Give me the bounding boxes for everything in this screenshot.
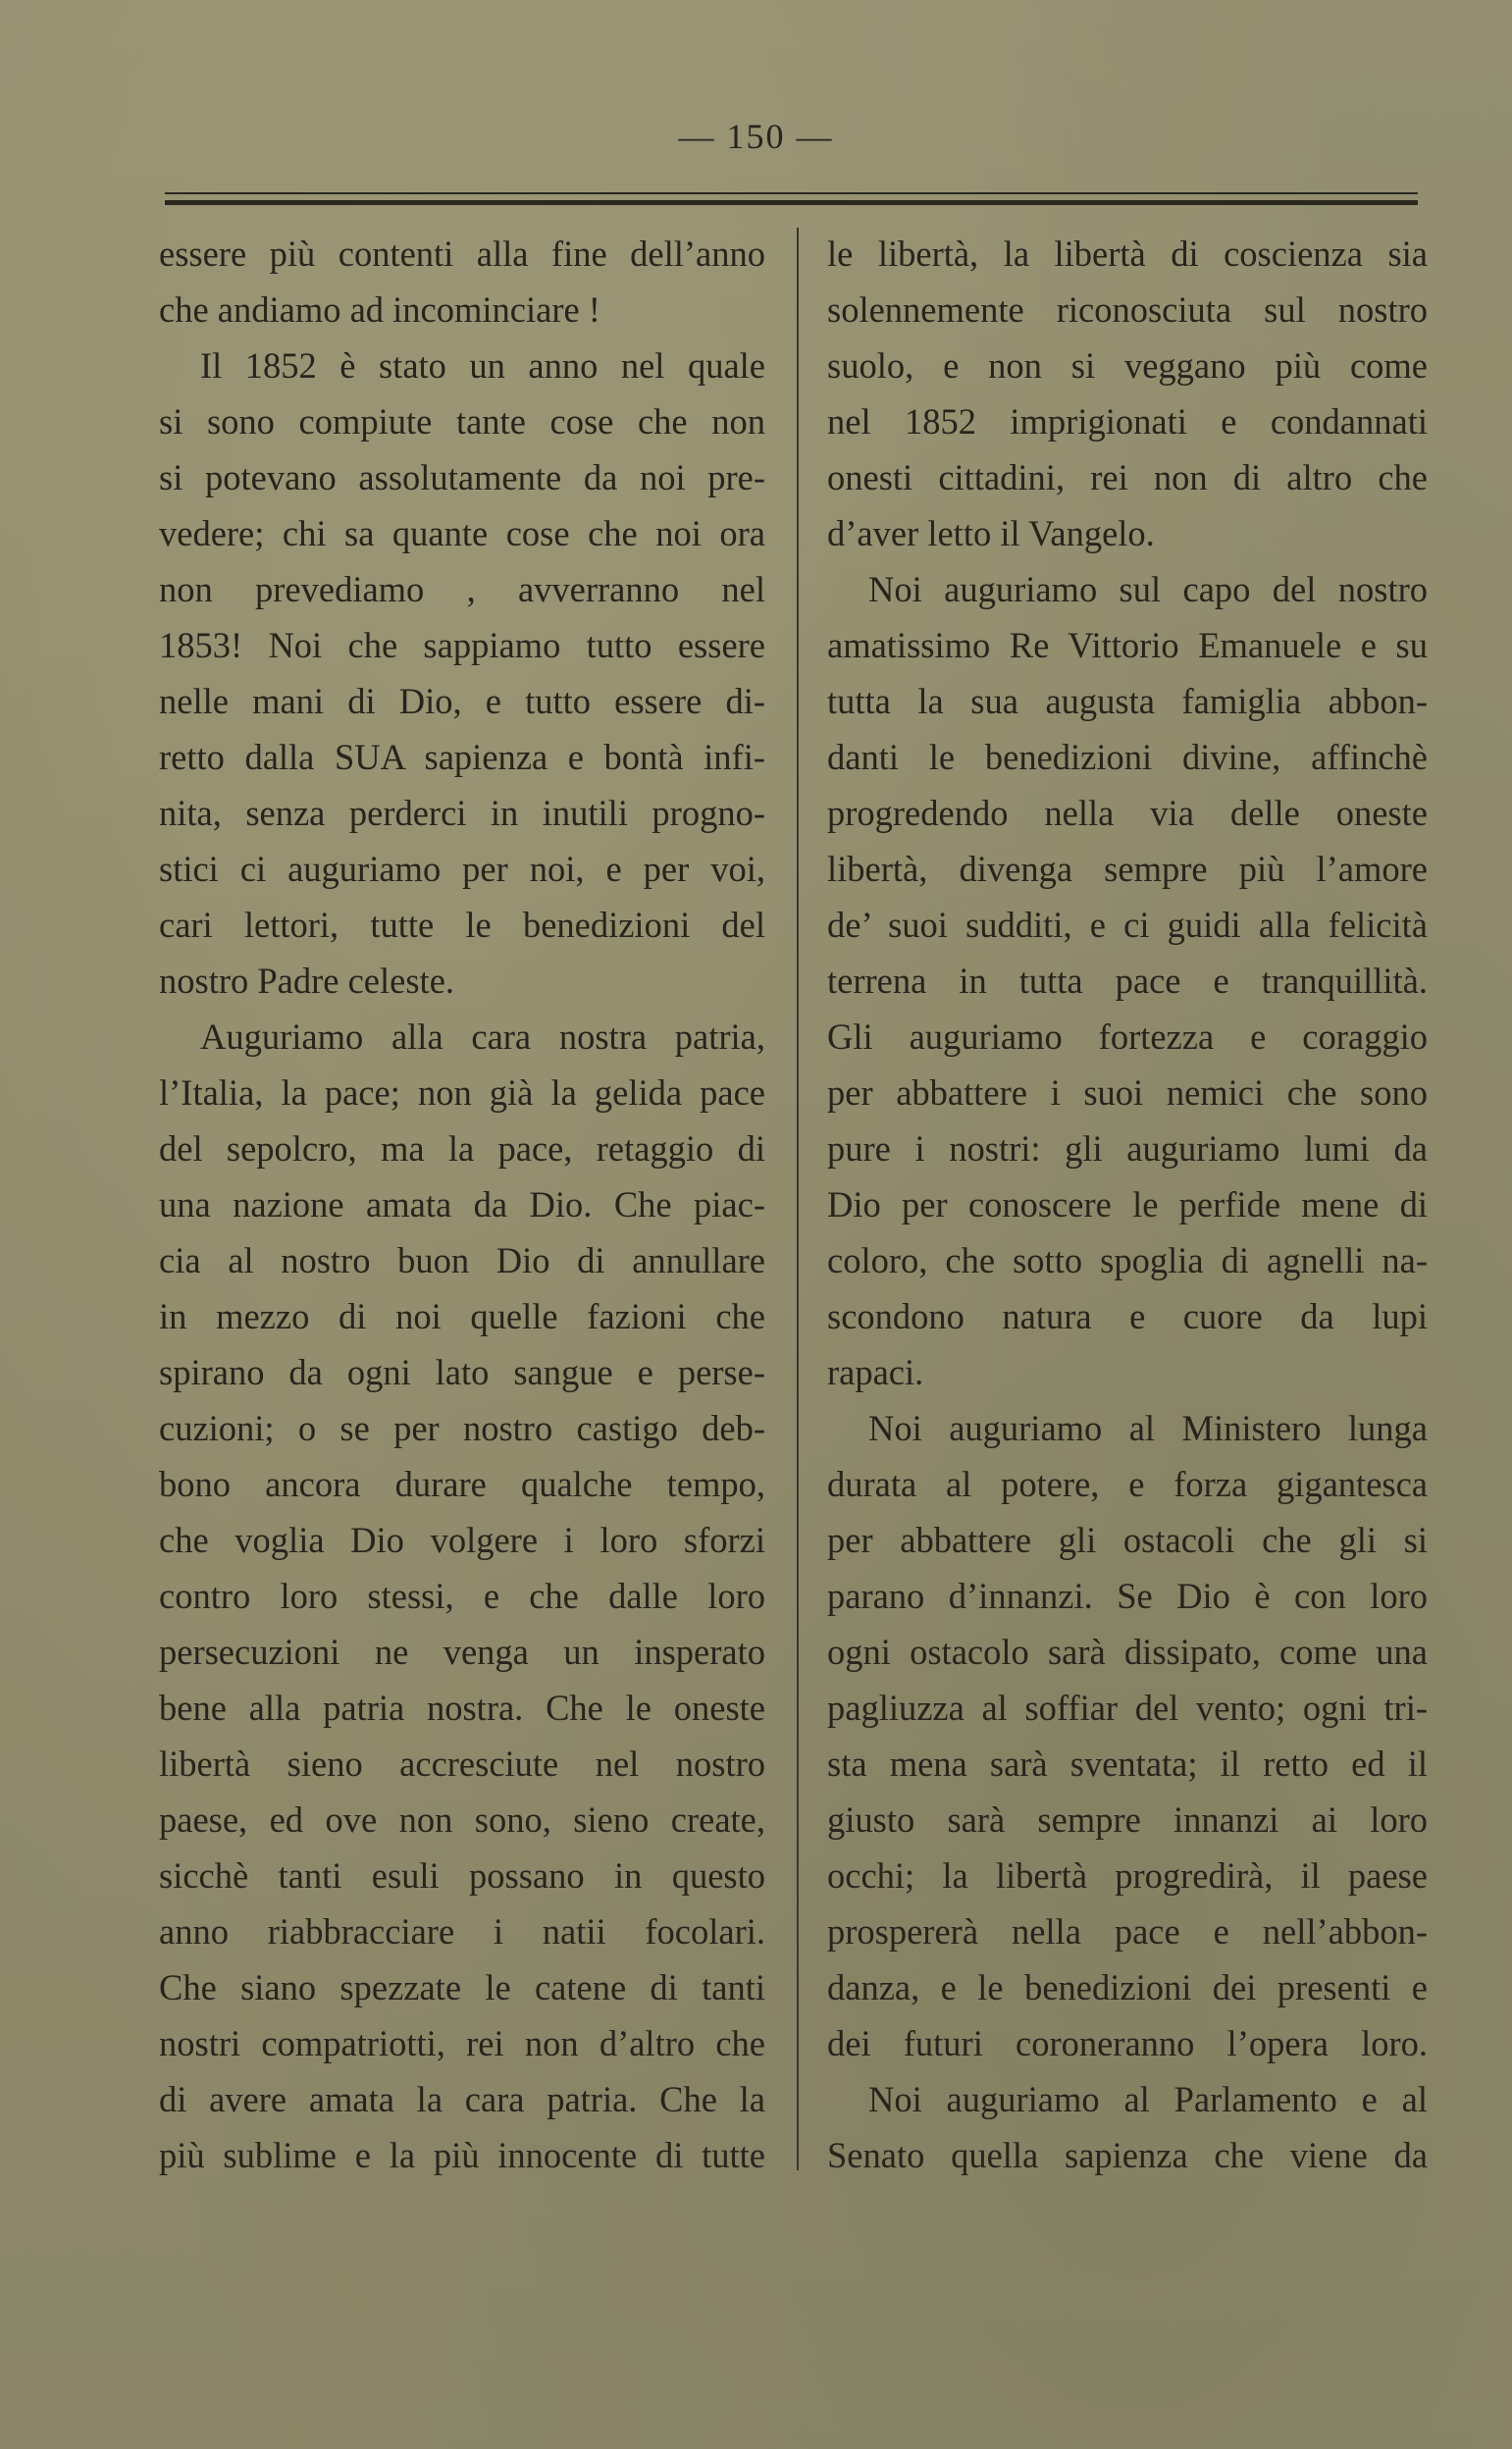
text-column-left xyxy=(159,226,765,2183)
text-line: nostro Padre celeste. xyxy=(159,961,455,1001)
text-line: bono ancora durare qualche tempo, xyxy=(159,1464,765,1504)
text-line: rapaci. xyxy=(827,1352,924,1392)
text-line: tutta la sua augusta famiglia abbon- xyxy=(827,681,1428,721)
text-line: Che siano spezzate le catene di tanti xyxy=(159,1967,765,2007)
text-line: dei futuri coroneranno l’opera loro. xyxy=(827,2023,1428,2063)
header-rule-thick xyxy=(165,200,1418,205)
text-line: vedere; chi sa quante cose che noi ora xyxy=(159,513,765,553)
text-line: ogni ostacolo sarà dissipato, come una xyxy=(827,1632,1428,1672)
text-line: l’Italia, la pace; non già la gelida pace xyxy=(159,1072,765,1113)
text-line: una nazione amata da Dio. Che piac- xyxy=(159,1184,765,1224)
text-line: Senato quella sapienza che viene da xyxy=(827,2135,1428,2175)
text-line: suolo, e non si veggano più come xyxy=(827,345,1428,386)
text-line: Noi auguriamo al Ministero lunga xyxy=(868,1408,1428,1448)
text-line: stici ci auguriamo per noi, e per voi, xyxy=(159,849,765,889)
text-line: danti le benedizioni divine, affinchè xyxy=(827,737,1428,777)
text-line: in mezzo di noi quelle fazioni che xyxy=(159,1296,765,1336)
text-line: le libertà, la libertà di coscienza sia xyxy=(827,234,1428,274)
text-line: coloro, che sotto spoglia di agnelli na- xyxy=(827,1240,1428,1280)
text-line: persecuzioni ne venga un insperato xyxy=(159,1632,765,1672)
text-line: progredendo nella via delle oneste xyxy=(827,793,1428,833)
header-rule-thin xyxy=(165,192,1418,194)
text-line: parano d’innanzi. Se Dio è con loro xyxy=(827,1576,1428,1616)
text-line: danza, e le benedizioni dei presenti e xyxy=(827,1967,1428,2007)
text-line: di avere amata la cara patria. Che la xyxy=(159,2079,765,2119)
text-line: bene alla patria nostra. Che le oneste xyxy=(159,1688,765,1728)
text-line: cari lettori, tutte le benedizioni del xyxy=(159,905,765,945)
text-line: amatissimo Re Vittorio Emanuele e su xyxy=(827,625,1428,665)
text-line: nita, senza perderci in inutili progno- xyxy=(159,793,765,833)
text-line: durata al potere, e forza gigantesca xyxy=(827,1464,1428,1504)
text-line: si potevano assolutamente da noi pre- xyxy=(159,457,765,497)
text-line: Noi auguriamo sul capo del nostro xyxy=(868,569,1428,609)
text-line: Dio per conoscere le perfide mene di xyxy=(827,1184,1428,1224)
text-line: solennemente riconosciuta sul nostro xyxy=(827,289,1428,330)
text-line: pagliuzza al soffiar del vento; ogni tri- xyxy=(827,1688,1428,1728)
text-line: si sono compiute tante cose che non xyxy=(159,401,765,442)
text-line: nelle mani di Dio, e tutto essere di- xyxy=(159,681,765,721)
text-line: Noi auguriamo al Parlamento e al xyxy=(868,2079,1428,2119)
text-line: essere più contenti alla fine dell’anno xyxy=(159,234,765,274)
text-line: per abbattere gli ostacoli che gli si xyxy=(827,1520,1428,1560)
text-line: cia al nostro buon Dio di annullare xyxy=(159,1240,765,1280)
text-line: per abbattere i suoi nemici che sono xyxy=(827,1072,1428,1113)
text-line: contro loro stessi, e che dalle loro xyxy=(159,1576,765,1616)
column-divider xyxy=(797,228,799,2170)
text-line: nel 1852 imprigionati e condannati xyxy=(827,401,1428,442)
text-line: del sepolcro, ma la pace, retaggio di xyxy=(159,1128,765,1169)
text-line: libertà sieno accresciute nel nostro xyxy=(159,1744,765,1784)
text-line: più sublime e la più innocente di tutte xyxy=(159,2135,765,2175)
text-line: Auguriamo alla cara nostra patria, xyxy=(200,1016,765,1057)
text-line: d’aver letto il Vangelo. xyxy=(827,513,1155,553)
text-line: che voglia Dio volgere i loro sforzi xyxy=(159,1520,765,1560)
text-line: retto dalla SUA sapienza e bontà infi- xyxy=(159,737,765,777)
text-line: occhi; la libertà progredirà, il paese xyxy=(827,1855,1428,1896)
text-line: nostri compatriotti, rei non d’altro che xyxy=(159,2023,765,2063)
text-line: terrena in tutta pace e tranquillità. xyxy=(827,961,1428,1001)
text-line: che andiamo ad incominciare ! xyxy=(159,289,600,330)
text-line: cuzioni; o se per nostro castigo deb- xyxy=(159,1408,765,1448)
text-line: sicchè tanti esuli possano in questo xyxy=(159,1855,765,1896)
text-line: anno riabbracciare i natii focolari. xyxy=(159,1911,765,1952)
text-line: spirano da ogni lato sangue e perse- xyxy=(159,1352,765,1392)
text-line: onesti cittadini, rei non di altro che xyxy=(827,457,1428,497)
text-line: sta mena sarà sventata; il retto ed il xyxy=(827,1744,1428,1784)
text-column-right xyxy=(827,226,1428,2183)
text-line: non prevediamo , avverranno nel xyxy=(159,569,765,609)
text-line: de’ suoi sudditi, e ci guidi alla felicità xyxy=(827,905,1428,945)
text-line: giusto sarà sempre innanzi ai loro xyxy=(827,1799,1428,1840)
text-line: prospererà nella pace e nell’abbon- xyxy=(827,1911,1428,1952)
text-line: 1853! Noi che sappiamo tutto essere xyxy=(159,625,765,665)
text-line: scondono natura e cuore da lupi xyxy=(827,1296,1428,1336)
text-line: Il 1852 è stato un anno nel quale xyxy=(200,345,765,386)
text-line: paese, ed ove non sono, sieno create, xyxy=(159,1799,765,1840)
text-line: pure i nostri: gli auguriamo lumi da xyxy=(827,1128,1428,1169)
text-line: Gli auguriamo fortezza e coraggio xyxy=(827,1016,1428,1057)
text-line: libertà, divenga sempre più l’amore xyxy=(827,849,1428,889)
page-number: — 150 — xyxy=(678,117,834,156)
